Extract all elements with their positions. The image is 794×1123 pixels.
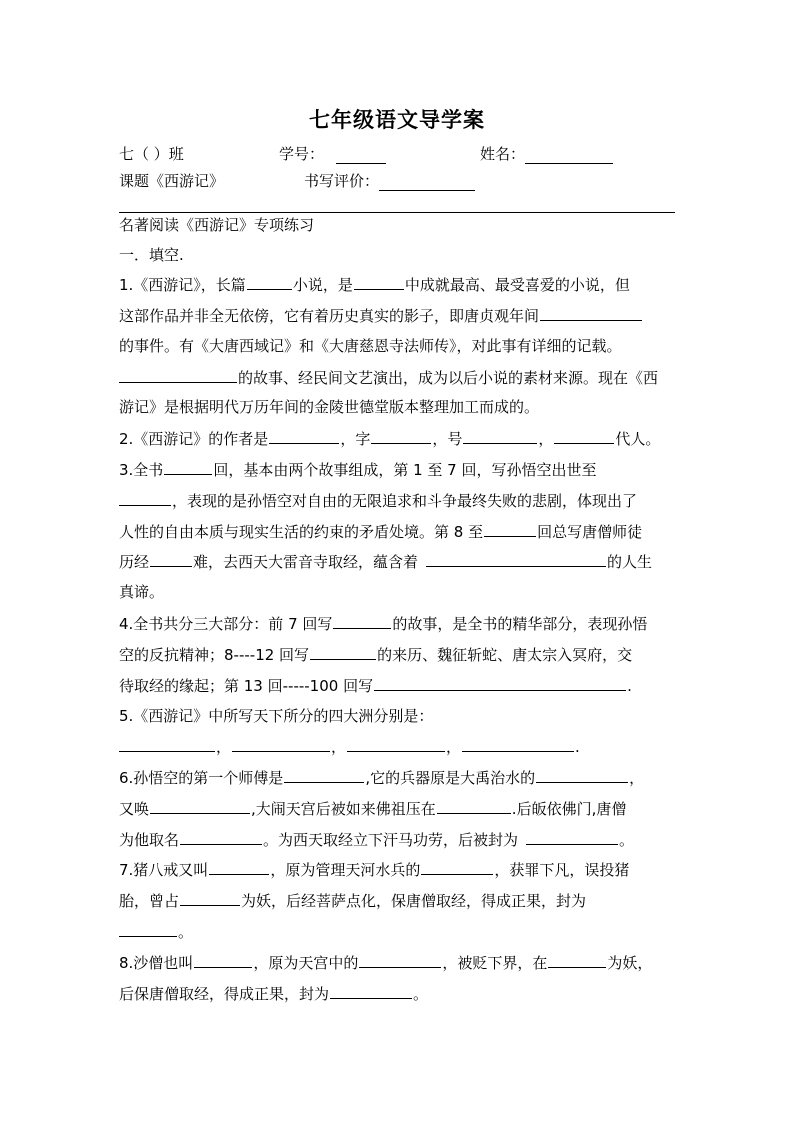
q3-line-3 [119, 521, 679, 542]
blank[interactable] [347, 736, 445, 752]
blank[interactable] [421, 859, 493, 875]
text-segment: 3.全书 [119, 461, 164, 479]
q7-line-3 [119, 921, 679, 942]
text-segment: 为妖，后经菩萨点化，保唐僧取经，得成正果，封为 [241, 892, 587, 910]
q1-line-5: 游记》是根据明代万历年间的金陵世德堂版本整理加工而成的。 [119, 398, 540, 416]
blank[interactable] [374, 675, 626, 691]
text-segment: 的故事，是全书的精华部分，表现孙悟 [392, 615, 648, 633]
blank[interactable] [540, 305, 642, 321]
blank[interactable] [463, 428, 537, 444]
name-label: 姓名： [480, 145, 526, 163]
text-segment: ,它的兵器原是大禹治水的 [365, 769, 536, 787]
blank[interactable] [426, 551, 606, 567]
text-segment: 为妖， [607, 954, 653, 972]
text-segment: ， [629, 769, 645, 787]
q4-line-2 [119, 644, 679, 665]
text-segment: 为他取名 [119, 831, 180, 849]
blank[interactable] [150, 551, 192, 567]
text-segment: 回总写唐僧师徒 [537, 523, 643, 541]
q5-line-1: 5.《西游记》中所写天下所分的四大洲分别是： [119, 707, 434, 725]
text-segment: 。为西天取经立下汗马功劳，后被封为 [263, 831, 519, 849]
q7-line-2 [119, 890, 679, 911]
text-segment: 待取经的缘起；第 13 回-----100 回写 [119, 677, 374, 695]
blank[interactable] [526, 829, 618, 845]
text-segment: 4.全书共分三大部分：前 7 回写 [119, 615, 333, 633]
q3-line-1 [119, 459, 679, 480]
text-segment: 代人。 [615, 430, 661, 448]
text-segment: 。 [178, 923, 194, 941]
blank[interactable] [330, 983, 412, 999]
blank[interactable] [333, 613, 391, 629]
text-segment: .后皈依佛门,唐僧 [511, 800, 627, 818]
q5-line-2 [119, 736, 679, 757]
text-segment: 胎，曾占 [119, 892, 180, 910]
writing-eval-field[interactable] [304, 171, 475, 191]
text-segment: 中成就最高、最受喜爱的小说，但 [404, 276, 630, 294]
blank[interactable] [194, 952, 252, 968]
name-field[interactable] [480, 144, 613, 164]
part-heading: 一．填空. [119, 246, 184, 264]
blank[interactable] [536, 767, 628, 783]
blank[interactable] [180, 829, 262, 845]
text-segment: . [627, 677, 632, 695]
text-segment: ，被贬下界，在 [442, 954, 548, 972]
text-segment: ， [216, 738, 232, 756]
text-segment: 又唤 [119, 800, 150, 818]
q3-line-4 [119, 551, 679, 572]
q8-line-1 [119, 952, 679, 973]
page-title: 七年级语文导学案 [309, 108, 485, 132]
text-segment: 7.猪八戒又叫 [119, 861, 209, 879]
text-segment: ，原为天宫中的 [253, 954, 359, 972]
text-segment: ， [538, 430, 554, 448]
q3-line-2 [119, 490, 679, 511]
blank[interactable] [284, 767, 364, 783]
q8-line-2 [119, 983, 679, 1004]
text-segment: 。 [413, 985, 429, 1003]
topic-label: 课题《西游记》 [119, 172, 225, 190]
text-segment: ，字 [340, 430, 371, 448]
q6-line-3 [119, 829, 679, 850]
text-segment: 回，基本由两个故事组成，第 1 至 7 回，写孙悟空出世至 [213, 461, 597, 479]
q1-line-3: 的事件。有《大唐西域记》和《大唐慈恩寺法师传》，对此事有详细的记载。 [119, 337, 622, 355]
blank[interactable] [119, 367, 237, 383]
section-subtitle: 名著阅读《西游记》专项练习 [119, 216, 315, 234]
text-segment: 空的反抗精神；8----12 回写 [119, 646, 310, 664]
text-segment: 1.《西游记》，长篇 [119, 276, 246, 294]
blank[interactable] [119, 490, 171, 506]
student-no-blank[interactable] [336, 147, 386, 164]
q1-line-4 [119, 367, 679, 388]
blank[interactable] [209, 859, 269, 875]
text-segment: 难，去西天大雷音寺取经，蕴含着 [193, 553, 419, 571]
blank[interactable] [150, 798, 250, 814]
blank[interactable] [548, 952, 606, 968]
text-segment: ， [331, 738, 347, 756]
q6-line-2 [119, 798, 679, 819]
writing-eval-label: 书写评价： [304, 172, 380, 190]
blank[interactable] [354, 274, 404, 290]
text-segment: 后保唐僧取经，得成正果，封为 [119, 985, 330, 1003]
student-no-label: 学号： [279, 145, 325, 163]
q7-line-1 [119, 859, 679, 880]
name-blank[interactable] [525, 147, 613, 164]
student-no-field[interactable] [279, 144, 386, 164]
blank[interactable] [119, 736, 215, 752]
text-segment: ，原为管理天河水兵的 [270, 861, 421, 879]
text-segment: 的来历、魏征斩蛇、唐太宗入冥府，交 [377, 646, 633, 664]
blank[interactable] [232, 736, 330, 752]
q1-line-1 [119, 274, 679, 295]
q4-line-1 [119, 613, 679, 634]
text-segment: 的故事、经民间文艺演出，成为以后小说的素材来源。现在《西 [238, 369, 659, 387]
blank[interactable] [269, 428, 339, 444]
text-segment: 历经 [119, 553, 150, 571]
text-segment: 小说，是 [292, 276, 353, 294]
text-segment: ，表现的是孙悟空对自由的无限追求和斗争最终失败的悲剧，体现出了 [172, 492, 638, 510]
q6-line-1 [119, 767, 679, 788]
text-segment: 6.孙悟空的第一个师傅是 [119, 769, 284, 787]
blank[interactable] [310, 644, 376, 660]
text-segment: 8.沙僧也叫 [119, 954, 194, 972]
text-segment: 2.《西游记》的作者是 [119, 430, 269, 448]
blank[interactable] [437, 798, 511, 814]
text-segment: ，号 [432, 430, 463, 448]
text-segment: 的人生 [607, 553, 653, 571]
q1-line-2 [119, 305, 679, 326]
blank[interactable] [247, 274, 292, 290]
text-segment: ， [446, 738, 462, 756]
text-segment: 人性的自由本质与现实生活的约束的矛盾处境。第 8 至 [119, 523, 484, 541]
text-segment: 。 [619, 831, 635, 849]
blank[interactable] [359, 952, 441, 968]
class-label: 七（ ）班 [119, 145, 184, 163]
text-segment: . [575, 738, 580, 756]
q2-line-1 [119, 428, 679, 449]
text-segment: ，获罪下凡，误投猪 [494, 861, 630, 879]
blank[interactable] [164, 459, 212, 475]
blank[interactable] [554, 428, 614, 444]
q4-line-3 [119, 675, 679, 696]
q3-line-5: 真谛。 [119, 583, 165, 601]
blank[interactable] [119, 921, 177, 937]
writing-eval-blank[interactable] [379, 174, 475, 191]
header-divider [119, 212, 675, 213]
text-segment: ,大闹天宫后被如来佛祖压在 [251, 800, 436, 818]
blank[interactable] [462, 736, 574, 752]
blank[interactable] [484, 521, 536, 537]
text-segment: 这部作品并非全无依傍，它有着历史真实的影子，即唐贞观年间 [119, 307, 540, 325]
blank[interactable] [180, 890, 240, 906]
blank[interactable] [371, 428, 431, 444]
